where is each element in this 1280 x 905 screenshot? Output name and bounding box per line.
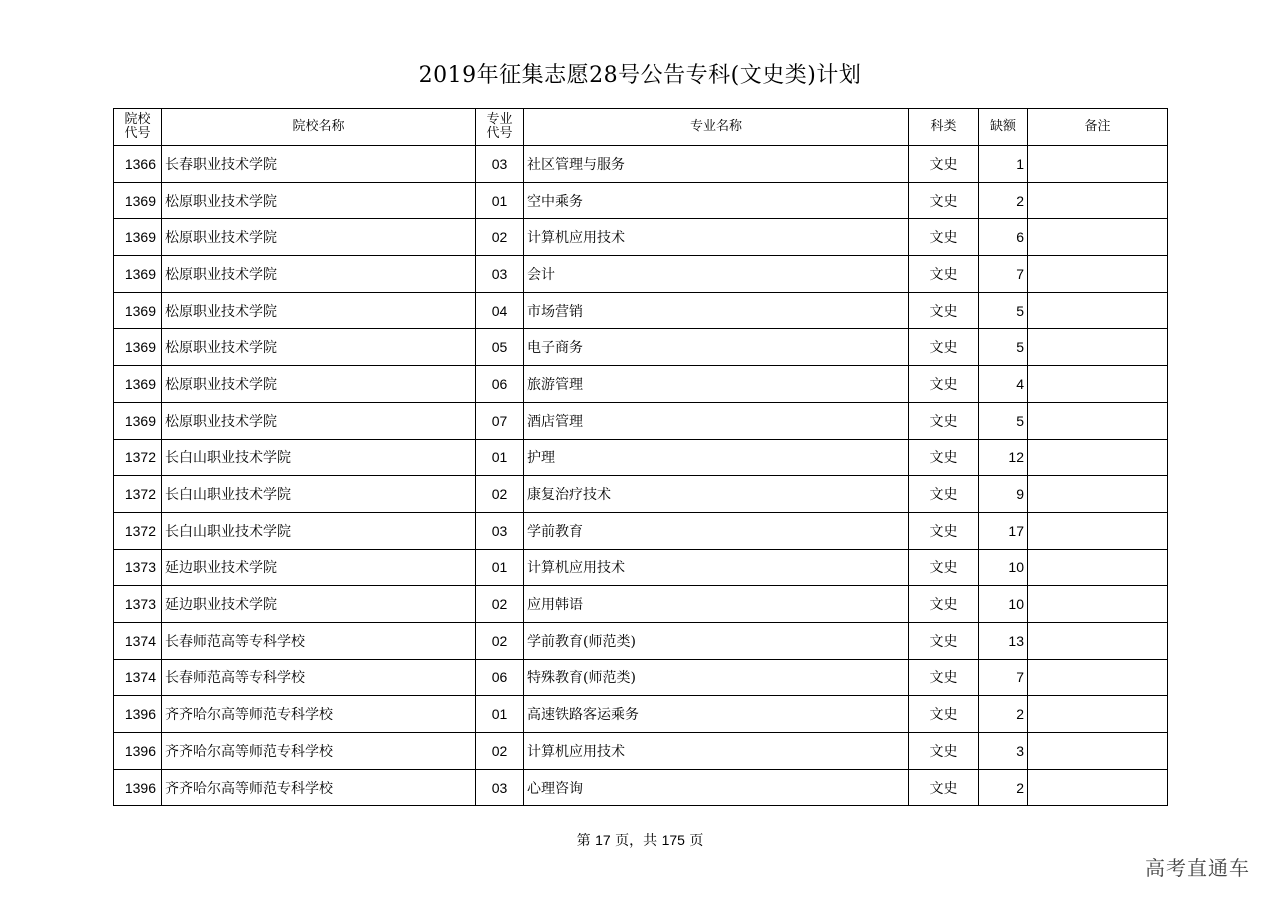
school-code-cell: 1369: [114, 366, 162, 403]
major-name-cell: 空中乘务: [524, 182, 909, 219]
remark-cell: [1028, 439, 1168, 476]
school-code-cell: 1396: [114, 696, 162, 733]
school-code-cell: 1369: [114, 292, 162, 329]
major-name-cell: 电子商务: [524, 329, 909, 366]
vacancy-cell: 13: [979, 622, 1028, 659]
school-name-cell: 松原职业技术学院: [162, 366, 476, 403]
category-cell: 文史: [909, 402, 979, 439]
major-name-cell: 会计: [524, 256, 909, 293]
header-category: 科类: [909, 109, 979, 146]
school-name-cell: 松原职业技术学院: [162, 219, 476, 256]
major-name-cell: 心理咨询: [524, 769, 909, 806]
page-footer: [0, 830, 1280, 850]
header-remark: 备注: [1028, 109, 1168, 146]
remark-cell: [1028, 622, 1168, 659]
major-name-cell: 护理: [524, 439, 909, 476]
table-row: [114, 659, 1168, 696]
footer-prefix: 第: [576, 833, 591, 849]
remark-cell: [1028, 182, 1168, 219]
remark-cell: [1028, 512, 1168, 549]
category-cell: 文史: [909, 219, 979, 256]
school-code-cell: 1366: [114, 146, 162, 183]
school-name-cell: 松原职业技术学院: [162, 402, 476, 439]
major-code-cell: 02: [476, 733, 524, 770]
vacancy-cell: 17: [979, 512, 1028, 549]
remark-cell: [1028, 549, 1168, 586]
major-code-cell: 01: [476, 182, 524, 219]
category-cell: 文史: [909, 292, 979, 329]
table-row: [114, 439, 1168, 476]
category-cell: 文史: [909, 659, 979, 696]
school-name-cell: 长白山职业技术学院: [162, 512, 476, 549]
school-code-cell: 1372: [114, 439, 162, 476]
major-code-cell: 02: [476, 476, 524, 513]
footer-total-pages: 175: [661, 832, 685, 848]
header-school-name: 院校名称: [162, 109, 476, 146]
header-school-code-line2: 代号: [124, 126, 151, 141]
major-name-cell: 计算机应用技术: [524, 549, 909, 586]
vacancy-cell: 1: [979, 146, 1028, 183]
header-major-code-line1: 专业: [486, 112, 513, 127]
table-row: [114, 402, 1168, 439]
major-code-cell: 01: [476, 439, 524, 476]
major-name-cell: 社区管理与服务: [524, 146, 909, 183]
major-code-cell: 06: [476, 366, 524, 403]
major-name-cell: 高速铁路客运乘务: [524, 696, 909, 733]
category-cell: 文史: [909, 622, 979, 659]
remark-cell: [1028, 696, 1168, 733]
vacancy-cell: 4: [979, 366, 1028, 403]
school-name-cell: 延边职业技术学院: [162, 586, 476, 623]
table-row: [114, 549, 1168, 586]
major-code-cell: 02: [476, 622, 524, 659]
school-code-cell: 1373: [114, 549, 162, 586]
school-name-cell: 长白山职业技术学院: [162, 476, 476, 513]
major-name-cell: 计算机应用技术: [524, 733, 909, 770]
school-name-cell: 齐齐哈尔高等师范专科学校: [162, 733, 476, 770]
category-cell: 文史: [909, 439, 979, 476]
school-name-cell: 松原职业技术学院: [162, 256, 476, 293]
school-code-cell: 1369: [114, 219, 162, 256]
footer-suffix: 页: [689, 833, 704, 849]
major-code-cell: 01: [476, 549, 524, 586]
vacancy-cell: 7: [979, 256, 1028, 293]
vacancy-cell: 3: [979, 733, 1028, 770]
vacancy-cell: 12: [979, 439, 1028, 476]
vacancy-cell: 7: [979, 659, 1028, 696]
table-row: [114, 733, 1168, 770]
major-name-cell: 应用韩语: [524, 586, 909, 623]
vacancy-cell: 10: [979, 586, 1028, 623]
major-code-cell: 05: [476, 329, 524, 366]
category-cell: 文史: [909, 733, 979, 770]
category-cell: 文史: [909, 476, 979, 513]
category-cell: 文史: [909, 769, 979, 806]
table-header-row: [114, 109, 1168, 146]
category-cell: 文史: [909, 182, 979, 219]
table-row: [114, 512, 1168, 549]
school-code-cell: 1369: [114, 256, 162, 293]
header-school-code-line1: 院校: [124, 112, 151, 127]
header-vacancy: 缺额: [979, 109, 1028, 146]
table-row: [114, 182, 1168, 219]
category-cell: 文史: [909, 329, 979, 366]
remark-cell: [1028, 769, 1168, 806]
category-cell: 文史: [909, 366, 979, 403]
footer-middle: 页，共: [615, 833, 658, 849]
school-code-cell: 1369: [114, 182, 162, 219]
major-code-cell: 07: [476, 402, 524, 439]
vacancy-cell: 9: [979, 476, 1028, 513]
school-code-cell: 1374: [114, 622, 162, 659]
school-name-cell: 延边职业技术学院: [162, 549, 476, 586]
table-row: [114, 476, 1168, 513]
category-cell: 文史: [909, 696, 979, 733]
school-name-cell: 长春师范高等专科学校: [162, 659, 476, 696]
category-cell: 文史: [909, 256, 979, 293]
vacancy-cell: 6: [979, 219, 1028, 256]
major-name-cell: 学前教育(师范类): [524, 622, 909, 659]
major-name-cell: 特殊教育(师范类): [524, 659, 909, 696]
major-name-cell: 旅游管理: [524, 366, 909, 403]
major-code-cell: 03: [476, 769, 524, 806]
major-code-cell: 03: [476, 256, 524, 293]
vacancy-cell: 10: [979, 549, 1028, 586]
document-title: 2019年征集志愿28号公告专科(文史类)计划: [418, 63, 862, 88]
remark-cell: [1028, 256, 1168, 293]
remark-cell: [1028, 292, 1168, 329]
major-code-cell: 06: [476, 659, 524, 696]
plan-table: [113, 108, 1168, 806]
vacancy-cell: 2: [979, 182, 1028, 219]
major-code-cell: 03: [476, 512, 524, 549]
header-major-name: 专业名称: [524, 109, 909, 146]
remark-cell: [1028, 402, 1168, 439]
category-cell: 文史: [909, 146, 979, 183]
table-row: [114, 769, 1168, 806]
remark-cell: [1028, 146, 1168, 183]
school-code-cell: 1372: [114, 512, 162, 549]
table-row: [114, 256, 1168, 293]
vacancy-cell: 2: [979, 696, 1028, 733]
table-row: [114, 696, 1168, 733]
header-school-code: [114, 109, 162, 146]
school-code-cell: 1369: [114, 402, 162, 439]
table-row: [114, 146, 1168, 183]
table-row: [114, 366, 1168, 403]
school-code-cell: 1396: [114, 769, 162, 806]
table-row: [114, 292, 1168, 329]
school-name-cell: 长春师范高等专科学校: [162, 622, 476, 659]
major-name-cell: 计算机应用技术: [524, 219, 909, 256]
vacancy-cell: 5: [979, 292, 1028, 329]
remark-cell: [1028, 733, 1168, 770]
header-major-code-line2: 代号: [486, 126, 513, 141]
vacancy-cell: 5: [979, 329, 1028, 366]
vacancy-cell: 5: [979, 402, 1028, 439]
table-row: [114, 622, 1168, 659]
school-name-cell: 长春职业技术学院: [162, 146, 476, 183]
vacancy-cell: 2: [979, 769, 1028, 806]
footer-page-number: 17: [595, 832, 611, 848]
school-code-cell: 1374: [114, 659, 162, 696]
major-code-cell: 01: [476, 696, 524, 733]
school-code-cell: 1372: [114, 476, 162, 513]
major-code-cell: 04: [476, 292, 524, 329]
table-row: [114, 586, 1168, 623]
major-name-cell: 康复治疗技术: [524, 476, 909, 513]
major-name-cell: 市场营销: [524, 292, 909, 329]
school-code-cell: 1396: [114, 733, 162, 770]
major-code-cell: 03: [476, 146, 524, 183]
major-code-cell: 02: [476, 219, 524, 256]
school-name-cell: 齐齐哈尔高等师范专科学校: [162, 696, 476, 733]
remark-cell: [1028, 659, 1168, 696]
major-name-cell: 学前教育: [524, 512, 909, 549]
watermark-text: 高考直通车: [1145, 856, 1250, 880]
remark-cell: [1028, 586, 1168, 623]
header-major-code: [476, 109, 524, 146]
category-cell: 文史: [909, 512, 979, 549]
school-name-cell: 长白山职业技术学院: [162, 439, 476, 476]
school-name-cell: 松原职业技术学院: [162, 329, 476, 366]
category-cell: 文史: [909, 586, 979, 623]
remark-cell: [1028, 329, 1168, 366]
remark-cell: [1028, 476, 1168, 513]
school-code-cell: 1369: [114, 329, 162, 366]
school-name-cell: 松原职业技术学院: [162, 182, 476, 219]
major-code-cell: 02: [476, 586, 524, 623]
category-cell: 文史: [909, 549, 979, 586]
remark-cell: [1028, 366, 1168, 403]
remark-cell: [1028, 219, 1168, 256]
major-name-cell: 酒店管理: [524, 402, 909, 439]
school-code-cell: 1373: [114, 586, 162, 623]
table-row: [114, 219, 1168, 256]
school-name-cell: 松原职业技术学院: [162, 292, 476, 329]
school-name-cell: 齐齐哈尔高等师范专科学校: [162, 769, 476, 806]
table-row: [114, 329, 1168, 366]
